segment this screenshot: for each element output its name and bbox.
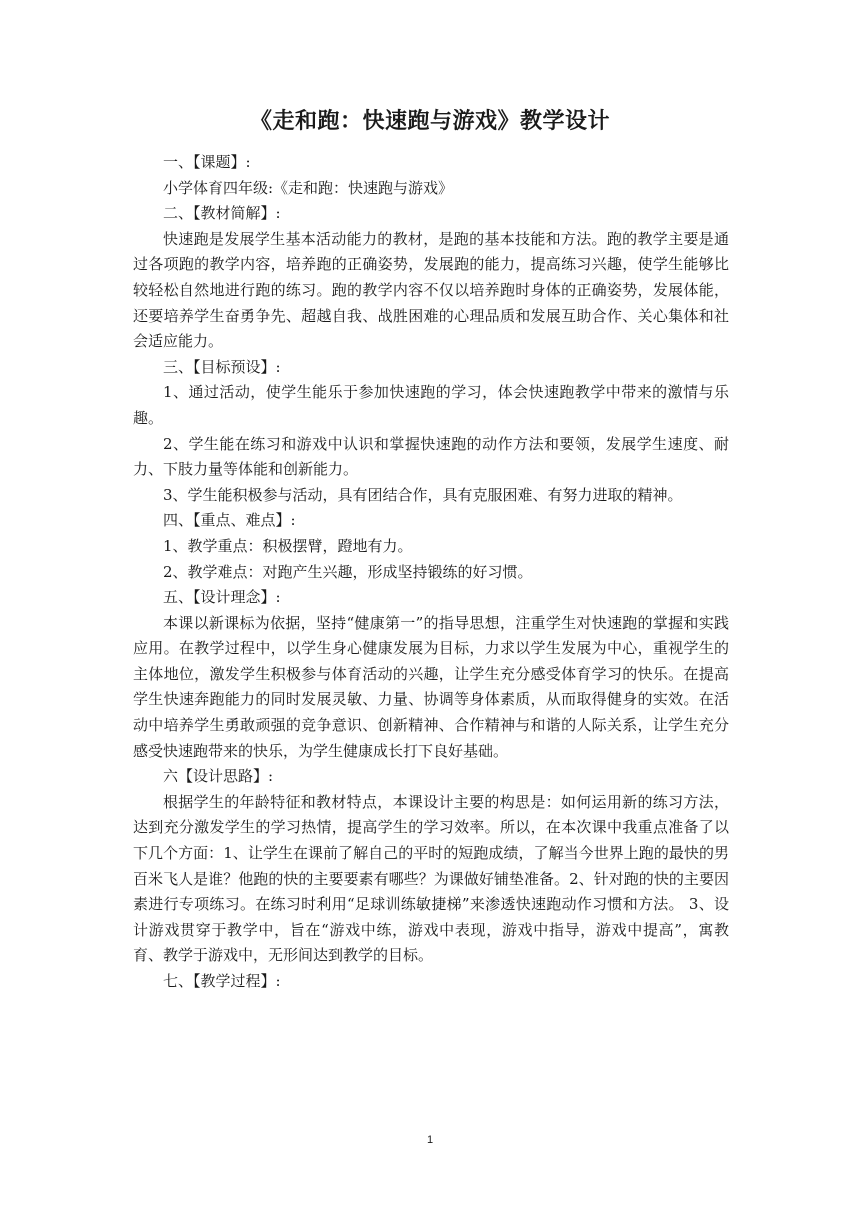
page-number: 1 [426, 1134, 434, 1146]
paragraph-goal-3: 3、学生能积极参与活动，具有团结合作，具有克服困难、有努力进取的精神。 [163, 485, 683, 504]
section-heading-key-points: 四、【重点、难点】: [163, 511, 296, 530]
paragraph-material: 快速跑是发展学生基本活动能力的教材，是跑的基本技能和方法。跑的教学主要是通过各项跑的教学内容，培养跑的正确姿势，发展跑的能力，提高练习兴趣，使学生能够比较轻松自然地进行跑的练习。跑的教学内容不仅以培养跑时身体的正确姿势，发展体能，还要培养学生奋勇争先、超越自我、战胜困难的心理品质和发展互助合作、关心集体和社会适应能力。 [133, 229, 729, 351]
document-body [133, 150, 729, 995]
paragraph-key-point: 1、教学重点：积极摆臂，蹬地有力。 [163, 536, 413, 555]
section-heading-process: 七、【教学过程】: [163, 972, 281, 990]
section-heading-concept: 五、【设计理念】: [163, 588, 281, 607]
section-heading-design: 六【设计思路】: [163, 767, 274, 786]
paragraph-design: 根据学生的年龄特征和教材特点，本课设计主要的构思是：如何运用新的练习方法，达到充分激发学生的学习热情，提高学生的学习效率。所以，在本次课中我重点准备了以下几个方面：1、让学生在课前了解自己的平时的短跑成绩，了解当今世界上跑的最快的男百米飞人是谁？他跑的快的主要要素有哪些？为课做好铺垫准备。2、针对跑的快的主要因素进行专项练习。在练习时利用“足球训练敏捷梯”来渗透快速跑动作习惯和方法。 3、设计游戏贯穿于教学中，旨在“游戏中练，游戏中表现，游戏中指导，游戏中提高”，寓教育、教学于游戏中，无形间达到教学的目标。 [133, 792, 729, 965]
document-title: 《走和跑：快速跑与游戏》教学设计 [249, 109, 610, 134]
paragraph-goal-2: 2、学生能在练习和游戏中认识和掌握快速跑的动作方法和要领，发展学生速度、耐力、下肢力量等体能和创新能力。 [133, 434, 729, 479]
section-heading-topic: 一、【课题】: [163, 153, 251, 171]
section-heading-material: 二、【教材简解】: [163, 204, 281, 223]
paragraph-difficulty: 2、教学难点：对跑产生兴趣，形成坚持锻练的好习惯。 [163, 562, 533, 581]
paragraph-topic: 小学体育四年级:《走和跑：快速跑与游戏》 [163, 178, 454, 197]
paragraph-concept: 本课以新课标为依据，坚持“健康第一”的指导思想，注重学生对快速跑的掌握和实践应用。在教学过程中，以学生身心健康发展为目标，力求以学生发展为中心，重视学生的主体地位，激发学生积极参与体育活动的兴趣，让学生充分感受体育学习的快乐。在提高学生快速奔跑能力的同时发展灵敏、力量、协调等身体素质，从而取得健身的实效。在活动中培养学生勇敢顽强的竞争意识、创新精神、合作精神与和谐的人际关系，让学生充分感受快速跑带来的快乐，为学生健康成长打下良好基础。 [133, 613, 729, 760]
paragraph-goal-1: 1、通过活动，使学生能乐于参加快速跑的学习，体会快速跑教学中带来的激情与乐趣。 [133, 383, 729, 427]
section-heading-goals: 三、【目标预设】: [163, 357, 281, 376]
